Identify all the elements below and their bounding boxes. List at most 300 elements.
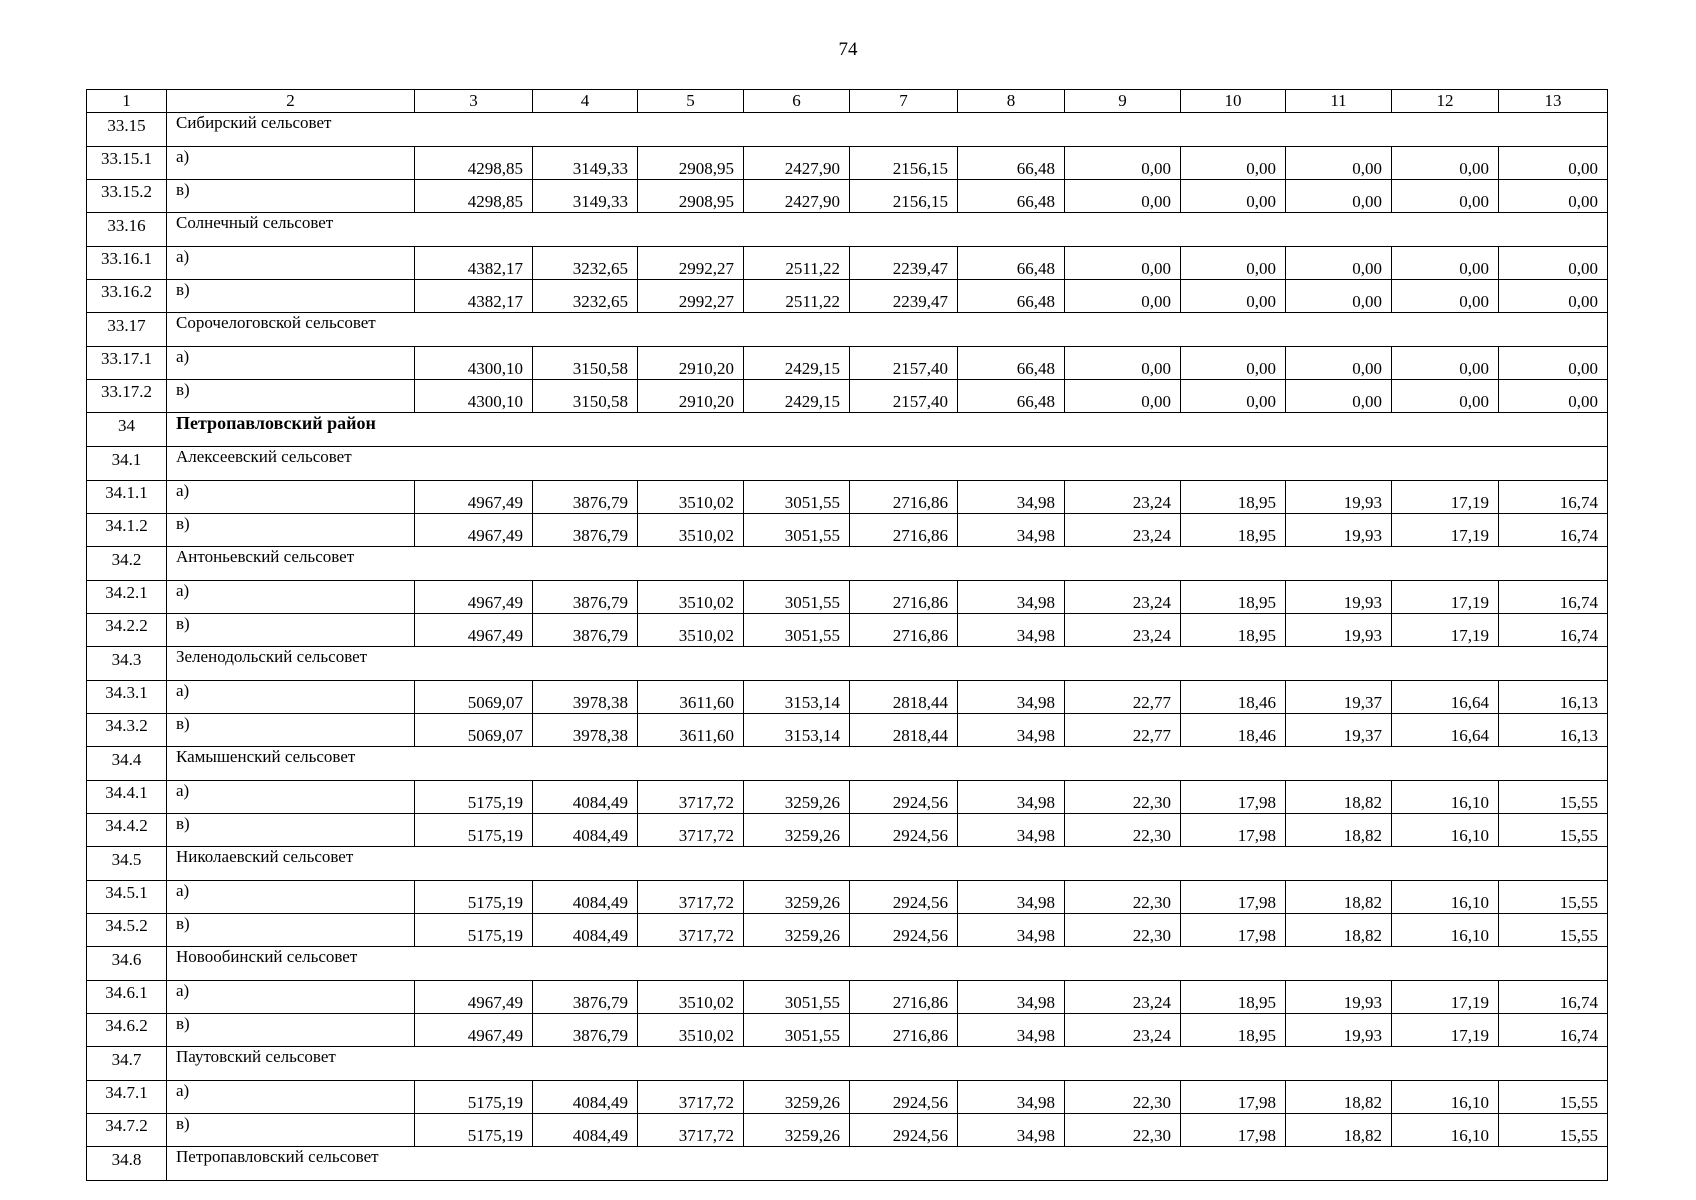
value-cell: 2156,15 [850, 147, 958, 180]
value-cell: 0,00 [1065, 247, 1181, 280]
value-cell: 3153,14 [744, 714, 850, 747]
value-cell: 34,98 [958, 981, 1065, 1014]
settlement-name: Алексеевский сельсовет [167, 447, 1608, 481]
value-cell: 3876,79 [533, 614, 638, 647]
row-number: 34.8 [87, 1147, 167, 1181]
row-number: 34.1 [87, 447, 167, 481]
value-cell: 34,98 [958, 714, 1065, 747]
value-cell: 16,10 [1392, 781, 1499, 814]
value-cell: 3259,26 [744, 1114, 850, 1147]
value-cell: 2910,20 [638, 347, 744, 380]
row-number: 33.17 [87, 313, 167, 347]
table-row [87, 1114, 1608, 1147]
value-cell: 19,93 [1286, 481, 1392, 514]
value-cell: 3510,02 [638, 514, 744, 547]
value-cell: 3259,26 [744, 914, 850, 947]
value-cell: 2716,86 [850, 581, 958, 614]
value-cell: 66,48 [958, 147, 1065, 180]
value-cell: 18,46 [1181, 681, 1286, 714]
table-row [87, 881, 1608, 914]
value-cell: 4084,49 [533, 914, 638, 947]
value-cell: 3717,72 [638, 914, 744, 947]
value-cell: 17,98 [1181, 914, 1286, 947]
value-cell: 4084,49 [533, 814, 638, 847]
value-cell: 66,48 [958, 180, 1065, 213]
row-number: 34.3.2 [87, 714, 167, 747]
value-cell: 34,98 [958, 481, 1065, 514]
value-cell: 2156,15 [850, 180, 958, 213]
group-row [87, 413, 1608, 447]
value-cell: 2716,86 [850, 614, 958, 647]
value-cell: 3717,72 [638, 781, 744, 814]
group-row [87, 847, 1608, 881]
value-cell: 2157,40 [850, 380, 958, 413]
value-cell: 18,82 [1286, 781, 1392, 814]
value-cell: 0,00 [1392, 380, 1499, 413]
group-row [87, 947, 1608, 981]
value-cell: 4382,17 [415, 280, 533, 313]
row-number: 34.3 [87, 647, 167, 681]
column-number-cell: 7 [850, 90, 958, 113]
value-cell: 17,19 [1392, 981, 1499, 1014]
row-number: 34.7.2 [87, 1114, 167, 1147]
table-row [87, 714, 1608, 747]
table-row [87, 914, 1608, 947]
value-cell: 23,24 [1065, 614, 1181, 647]
value-cell: 0,00 [1181, 247, 1286, 280]
value-cell: 4300,10 [415, 380, 533, 413]
value-cell: 3232,65 [533, 247, 638, 280]
value-cell: 18,95 [1181, 514, 1286, 547]
value-cell: 4382,17 [415, 247, 533, 280]
value-cell: 2924,56 [850, 914, 958, 947]
value-cell: 2716,86 [850, 981, 958, 1014]
value-cell: 22,77 [1065, 714, 1181, 747]
value-cell: 17,98 [1181, 1114, 1286, 1147]
group-row [87, 547, 1608, 581]
row-number: 34.5.2 [87, 914, 167, 947]
value-cell: 3510,02 [638, 614, 744, 647]
value-cell: 18,82 [1286, 814, 1392, 847]
row-label: а) [167, 347, 415, 380]
value-cell: 17,19 [1392, 514, 1499, 547]
row-label: а) [167, 247, 415, 280]
row-number: 34.4.1 [87, 781, 167, 814]
value-cell: 0,00 [1181, 380, 1286, 413]
column-number-cell: 12 [1392, 90, 1499, 113]
table-row [87, 380, 1608, 413]
value-cell: 3232,65 [533, 280, 638, 313]
table-row [87, 180, 1608, 213]
value-cell: 23,24 [1065, 981, 1181, 1014]
value-cell: 22,30 [1065, 814, 1181, 847]
value-cell: 34,98 [958, 914, 1065, 947]
value-cell: 16,10 [1392, 1081, 1499, 1114]
value-cell: 34,98 [958, 814, 1065, 847]
value-cell: 0,00 [1392, 147, 1499, 180]
value-cell: 3150,58 [533, 380, 638, 413]
value-cell: 17,98 [1181, 781, 1286, 814]
value-cell: 2910,20 [638, 380, 744, 413]
value-cell: 18,82 [1286, 881, 1392, 914]
group-row [87, 447, 1608, 481]
value-cell: 19,93 [1286, 614, 1392, 647]
value-cell: 2239,47 [850, 247, 958, 280]
value-cell: 34,98 [958, 581, 1065, 614]
row-number: 34.5.1 [87, 881, 167, 914]
value-cell: 0,00 [1286, 380, 1392, 413]
value-cell: 15,55 [1499, 1114, 1608, 1147]
row-number: 33.16 [87, 213, 167, 247]
value-cell: 4084,49 [533, 781, 638, 814]
value-cell: 4967,49 [415, 1014, 533, 1047]
row-number: 33.15 [87, 113, 167, 147]
row-label: а) [167, 881, 415, 914]
value-cell: 3611,60 [638, 681, 744, 714]
row-number: 34.2 [87, 547, 167, 581]
row-label: а) [167, 981, 415, 1014]
value-cell: 2157,40 [850, 347, 958, 380]
group-row [87, 1147, 1608, 1181]
row-number: 33.17.1 [87, 347, 167, 380]
table-row [87, 614, 1608, 647]
value-cell: 3876,79 [533, 1014, 638, 1047]
group-row [87, 1047, 1608, 1081]
page-number: 74 [838, 39, 858, 60]
value-cell: 16,74 [1499, 614, 1608, 647]
row-number: 33.16.2 [87, 280, 167, 313]
table-header [87, 90, 1608, 113]
value-cell: 16,74 [1499, 481, 1608, 514]
value-cell: 17,19 [1392, 614, 1499, 647]
value-cell: 2818,44 [850, 681, 958, 714]
value-cell: 3051,55 [744, 981, 850, 1014]
value-cell: 22,30 [1065, 1081, 1181, 1114]
row-label: в) [167, 1014, 415, 1047]
group-row [87, 647, 1608, 681]
value-cell: 2908,95 [638, 147, 744, 180]
value-cell: 15,55 [1499, 814, 1608, 847]
value-cell: 0,00 [1286, 247, 1392, 280]
district-name: Петропавловский район [167, 413, 1608, 447]
row-label: а) [167, 781, 415, 814]
value-cell: 17,19 [1392, 481, 1499, 514]
value-cell: 18,95 [1181, 1014, 1286, 1047]
value-cell: 19,93 [1286, 514, 1392, 547]
row-number: 34.1.1 [87, 481, 167, 514]
settlement-name: Зеленодольский сельсовет [167, 647, 1608, 681]
row-label: в) [167, 714, 415, 747]
value-cell: 3259,26 [744, 814, 850, 847]
column-number-cell: 1 [87, 90, 167, 113]
value-cell: 0,00 [1499, 280, 1608, 313]
value-cell: 3717,72 [638, 1081, 744, 1114]
value-cell: 17,19 [1392, 581, 1499, 614]
value-cell: 3051,55 [744, 1014, 850, 1047]
value-cell: 15,55 [1499, 781, 1608, 814]
value-cell: 17,98 [1181, 1081, 1286, 1114]
value-cell: 0,00 [1499, 247, 1608, 280]
value-cell: 0,00 [1392, 347, 1499, 380]
value-cell: 15,55 [1499, 914, 1608, 947]
row-number: 34.5 [87, 847, 167, 881]
value-cell: 19,93 [1286, 981, 1392, 1014]
row-label: в) [167, 1114, 415, 1147]
value-cell: 34,98 [958, 781, 1065, 814]
value-cell: 3149,33 [533, 180, 638, 213]
value-cell: 23,24 [1065, 514, 1181, 547]
settlement-name: Петропавловский сельсовет [167, 1147, 1608, 1181]
value-cell: 18,46 [1181, 714, 1286, 747]
group-row [87, 313, 1608, 347]
value-cell: 5175,19 [415, 914, 533, 947]
row-number: 34.2.2 [87, 614, 167, 647]
value-cell: 0,00 [1286, 180, 1392, 213]
value-cell: 0,00 [1286, 347, 1392, 380]
value-cell: 0,00 [1065, 180, 1181, 213]
settlement-name: Паутовский сельсовет [167, 1047, 1608, 1081]
value-cell: 4967,49 [415, 981, 533, 1014]
value-cell: 4967,49 [415, 581, 533, 614]
value-cell: 0,00 [1499, 347, 1608, 380]
table-body [87, 113, 1608, 1181]
column-number-cell: 9 [1065, 90, 1181, 113]
value-cell: 2429,15 [744, 380, 850, 413]
value-cell: 16,10 [1392, 914, 1499, 947]
value-cell: 2924,56 [850, 1081, 958, 1114]
column-number-cell: 10 [1181, 90, 1286, 113]
value-cell: 17,98 [1181, 814, 1286, 847]
value-cell: 2818,44 [850, 714, 958, 747]
row-number: 34.6.1 [87, 981, 167, 1014]
row-number: 34 [87, 413, 167, 447]
value-cell: 19,93 [1286, 1014, 1392, 1047]
value-cell: 2992,27 [638, 280, 744, 313]
settlement-name: Новообинский сельсовет [167, 947, 1608, 981]
row-label: в) [167, 380, 415, 413]
value-cell: 16,10 [1392, 881, 1499, 914]
value-cell: 19,37 [1286, 681, 1392, 714]
row-label: в) [167, 514, 415, 547]
value-cell: 0,00 [1286, 280, 1392, 313]
value-cell: 2924,56 [850, 781, 958, 814]
value-cell: 2924,56 [850, 814, 958, 847]
column-number-row [87, 90, 1608, 113]
tariff-table [86, 89, 1608, 1181]
value-cell: 22,30 [1065, 781, 1181, 814]
value-cell: 4967,49 [415, 614, 533, 647]
row-number: 33.15.2 [87, 180, 167, 213]
value-cell: 4084,49 [533, 1081, 638, 1114]
row-label: в) [167, 814, 415, 847]
value-cell: 0,00 [1181, 280, 1286, 313]
value-cell: 0,00 [1065, 280, 1181, 313]
table-row [87, 247, 1608, 280]
value-cell: 4084,49 [533, 1114, 638, 1147]
value-cell: 22,30 [1065, 914, 1181, 947]
value-cell: 3876,79 [533, 581, 638, 614]
column-number-cell: 13 [1499, 90, 1608, 113]
value-cell: 3510,02 [638, 481, 744, 514]
row-label: в) [167, 914, 415, 947]
value-cell: 3876,79 [533, 981, 638, 1014]
value-cell: 2511,22 [744, 247, 850, 280]
row-number: 34.6 [87, 947, 167, 981]
value-cell: 19,37 [1286, 714, 1392, 747]
value-cell: 4967,49 [415, 481, 533, 514]
column-number-cell: 3 [415, 90, 533, 113]
value-cell: 3876,79 [533, 514, 638, 547]
column-number-cell: 4 [533, 90, 638, 113]
value-cell: 2716,86 [850, 1014, 958, 1047]
value-cell: 18,95 [1181, 614, 1286, 647]
value-cell: 3259,26 [744, 881, 850, 914]
table-row [87, 347, 1608, 380]
value-cell: 16,74 [1499, 1014, 1608, 1047]
value-cell: 17,19 [1392, 1014, 1499, 1047]
row-number: 34.1.2 [87, 514, 167, 547]
value-cell: 16,64 [1392, 681, 1499, 714]
value-cell: 34,98 [958, 614, 1065, 647]
row-number: 34.3.1 [87, 681, 167, 714]
settlement-name: Сорочелоговской сельсовет [167, 313, 1608, 347]
row-label: а) [167, 681, 415, 714]
value-cell: 2429,15 [744, 347, 850, 380]
value-cell: 5069,07 [415, 681, 533, 714]
table-row [87, 814, 1608, 847]
value-cell: 18,82 [1286, 1081, 1392, 1114]
value-cell: 3611,60 [638, 714, 744, 747]
value-cell: 15,55 [1499, 881, 1608, 914]
group-row [87, 113, 1608, 147]
value-cell: 16,10 [1392, 814, 1499, 847]
value-cell: 5175,19 [415, 814, 533, 847]
value-cell: 17,98 [1181, 881, 1286, 914]
settlement-name: Антоньевский сельсовет [167, 547, 1608, 581]
value-cell: 2716,86 [850, 514, 958, 547]
group-row [87, 747, 1608, 781]
value-cell: 0,00 [1065, 347, 1181, 380]
row-number: 33.17.2 [87, 380, 167, 413]
value-cell: 18,95 [1181, 981, 1286, 1014]
value-cell: 3978,38 [533, 714, 638, 747]
settlement-name: Николаевский сельсовет [167, 847, 1608, 881]
row-label: а) [167, 147, 415, 180]
value-cell: 23,24 [1065, 481, 1181, 514]
value-cell: 18,82 [1286, 914, 1392, 947]
row-label: а) [167, 1081, 415, 1114]
value-cell: 34,98 [958, 1081, 1065, 1114]
value-cell: 19,93 [1286, 581, 1392, 614]
value-cell: 23,24 [1065, 581, 1181, 614]
value-cell: 4300,10 [415, 347, 533, 380]
value-cell: 66,48 [958, 247, 1065, 280]
value-cell: 5175,19 [415, 881, 533, 914]
column-number-cell: 5 [638, 90, 744, 113]
value-cell: 0,00 [1499, 147, 1608, 180]
value-cell: 18,95 [1181, 481, 1286, 514]
table-row [87, 280, 1608, 313]
value-cell: 0,00 [1181, 180, 1286, 213]
settlement-name: Солнечный сельсовет [167, 213, 1608, 247]
value-cell: 16,74 [1499, 514, 1608, 547]
row-number: 34.6.2 [87, 1014, 167, 1047]
value-cell: 66,48 [958, 280, 1065, 313]
row-label: а) [167, 481, 415, 514]
value-cell: 4967,49 [415, 514, 533, 547]
column-number-cell: 11 [1286, 90, 1392, 113]
table-row [87, 481, 1608, 514]
value-cell: 22,77 [1065, 681, 1181, 714]
value-cell: 4084,49 [533, 881, 638, 914]
value-cell: 34,98 [958, 1014, 1065, 1047]
value-cell: 3051,55 [744, 614, 850, 647]
value-cell: 3051,55 [744, 581, 850, 614]
value-cell: 3510,02 [638, 1014, 744, 1047]
value-cell: 3510,02 [638, 581, 744, 614]
settlement-name: Камышенский сельсовет [167, 747, 1608, 781]
value-cell: 22,30 [1065, 881, 1181, 914]
value-cell: 16,13 [1499, 681, 1608, 714]
value-cell: 2427,90 [744, 180, 850, 213]
value-cell: 5175,19 [415, 1114, 533, 1147]
value-cell: 16,74 [1499, 981, 1608, 1014]
value-cell: 3717,72 [638, 814, 744, 847]
value-cell: 2427,90 [744, 147, 850, 180]
row-number: 34.2.1 [87, 581, 167, 614]
table-row [87, 147, 1608, 180]
group-row [87, 213, 1608, 247]
value-cell: 22,30 [1065, 1114, 1181, 1147]
row-number: 34.4 [87, 747, 167, 781]
value-cell: 3153,14 [744, 681, 850, 714]
value-cell: 3051,55 [744, 514, 850, 547]
value-cell: 0,00 [1392, 280, 1499, 313]
value-cell: 34,98 [958, 881, 1065, 914]
value-cell: 5175,19 [415, 1081, 533, 1114]
value-cell: 3717,72 [638, 1114, 744, 1147]
value-cell: 15,55 [1499, 1081, 1608, 1114]
row-number: 33.15.1 [87, 147, 167, 180]
value-cell: 0,00 [1286, 147, 1392, 180]
table-row [87, 681, 1608, 714]
value-cell: 3717,72 [638, 881, 744, 914]
value-cell: 2716,86 [850, 481, 958, 514]
value-cell: 3876,79 [533, 481, 638, 514]
row-label: а) [167, 581, 415, 614]
row-label: в) [167, 180, 415, 213]
table-row [87, 981, 1608, 1014]
value-cell: 4298,85 [415, 180, 533, 213]
value-cell: 0,00 [1499, 380, 1608, 413]
value-cell: 2511,22 [744, 280, 850, 313]
row-number: 34.7 [87, 1047, 167, 1081]
value-cell: 34,98 [958, 1114, 1065, 1147]
value-cell: 0,00 [1065, 147, 1181, 180]
row-label: в) [167, 280, 415, 313]
value-cell: 0,00 [1499, 180, 1608, 213]
row-number: 34.7.1 [87, 1081, 167, 1114]
row-label: в) [167, 614, 415, 647]
row-number: 33.16.1 [87, 247, 167, 280]
value-cell: 66,48 [958, 347, 1065, 380]
value-cell: 0,00 [1065, 380, 1181, 413]
value-cell: 3150,58 [533, 347, 638, 380]
value-cell: 2992,27 [638, 247, 744, 280]
column-number-cell: 2 [167, 90, 415, 113]
value-cell: 18,95 [1181, 581, 1286, 614]
value-cell: 16,74 [1499, 581, 1608, 614]
